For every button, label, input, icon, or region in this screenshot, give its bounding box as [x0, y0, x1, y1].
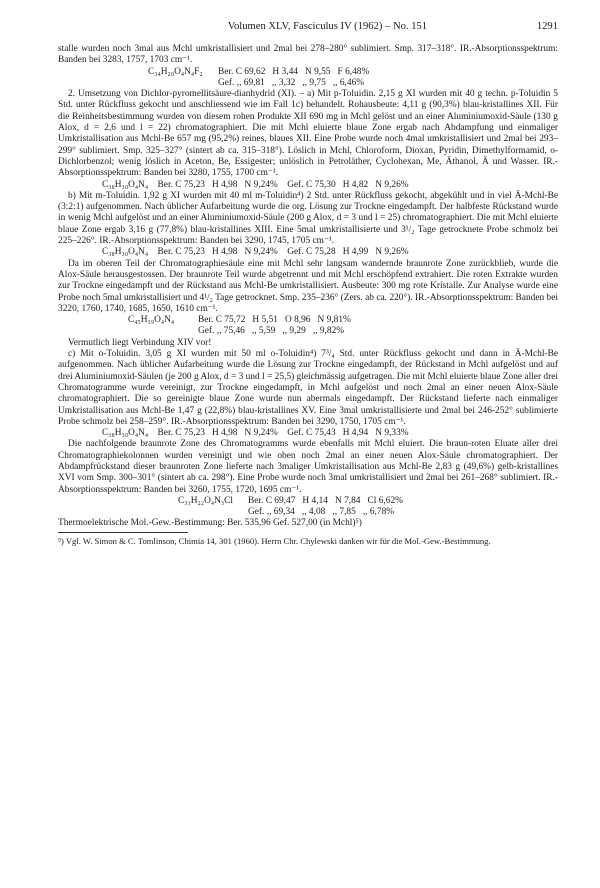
analysis-formula-6 — [58, 496, 558, 519]
page-header — [58, 20, 558, 34]
formula-found: Gef. ,, 69,81 ,, 3,32 ,, 9,75 ,, 6,46% — [218, 77, 365, 88]
paragraph-5: Vermutlich liegt Verbindung XIV vor! — [68, 337, 212, 348]
analysis-formula-1 — [58, 67, 558, 90]
analysis-formula-5: C₃₈H₃₀O₄N₄ Ber. C 75,23 H 4,98 N 9,24% Gef. C 75,43 H 4,94 N 9,33% — [102, 428, 409, 439]
formula-found: Gef. ,, 69,34 ,, 4,08 ,, 7,85 ,, 6,78% — [248, 507, 395, 518]
analysis-formula-4 — [58, 315, 558, 338]
page-number: 1291 — [536, 21, 558, 32]
formula-calculated: Ber. C 69,47 H 4,14 N 7,84 Cl 6,62% — [248, 495, 403, 506]
paragraph-4: Da im oberen Teil der Chromatographiesäule eine mit Mchl sehr langsam wandernde braunrote Zone zurückblieb, wurde die Alox-Säule herausgestossen. Der braunrote Teil wurde abgetrennt und mit Mchl erschöpfend extrahiert. Die roten Extrakte wurden zur Trockne eingedampft und der Rückstand aus Mchl-Be umkristallisiert. Ausbeute: 300 mg rote Kristalle. Zur Analyse wurde eine Probe noch 5mal umkristallisiert und 4¹/₂ Tage getrocknet. Smp. 235–236° (Zers. ab ca. 220°). IR.-Absorptionsspektrum: Banden bei 3220, 1760, 1740, 1685, 1650, 1610 cm⁻¹. — [58, 258, 558, 314]
footnote: ⁵) Vgl. W. Simon & C. Tomlinson, Chimia 14, 301 (1960). Herrn Chr. Chylewski danken wir für die Mol.-Gew.-Bestimmung. — [58, 535, 491, 546]
formula-calculated: Ber. C 69,62 H 3,44 N 9,55 F 6,48% — [218, 66, 370, 77]
paragraph-6: c) Mit o-Toluidin. 3,05 g XI wurden mit 50 ml o-Toluidin⁴) 7³/₄ Std. unter Rückfluss gekocht und dann in Ä-Mchl-Be aufgenommen. Nach üblicher Aufarbeitung wurde die Lösung zur Trockne eingedampft, der Rückstand in Mchl aufgelöst und auf drei Aluminiumoxid-Säulen (je 200 g Alox, d = 3 und l = 25,5) gleichmässig aufgetragen. Die mit Mchl eluierte blaue Zone aller drei Chromatogramme wurde vereinigt, zur Trockne eingedampft, in Mchl aufgelöst und noch 2mal an einer neuen Alox-Säule chromatographiert. Die so gereinigte blaue Zone wurde nun abermals eingedampft. Der Rückstand lieferte nach einmaliger Umkristallisation aus Mchl-Be 1,47 g (22,8%) blau-kristallines XV. Eine 3mal umkristallisierte und 2mal bei 246-252° sublimierte Probe schmolz bei 258–259°. IR.-Absorptionsspektrum: Banden bei 3290, 1750, 1705 cm⁻¹. — [58, 349, 558, 427]
analysis-formula-2: C₃₈H₃₀O₄N₄ Ber. C 75,23 H 4,98 N 9,24% Gef. C 75,30 H 4,82 N 9,26% — [102, 179, 409, 190]
analysis-formula-3: C₃₈H₃₀O₄N₄ Ber. C 75,23 H 4,98 N 9,24% Gef. C 75,28 H 4,99 N 9,26% — [102, 247, 409, 258]
running-title: Volumen XLV, Fasciculus IV (1962) – No. 151 — [227, 21, 428, 32]
formula-name: C₃₁H₂₂O₄N₃Cl — [178, 495, 234, 506]
formula-name: C₄₅H₃₉O₄N₄ — [128, 315, 175, 326]
formula-found: Gef. ,, 75,46 ,, 5,59 ,, 9,29 ,, 9,82% — [198, 326, 345, 337]
paragraph-8: Thermoelektrische Mol.-Gew.-Bestimmung: Ber. 535,96 Gef. 527,00 (in Mchl)⁵) — [58, 518, 362, 529]
footnote-divider — [58, 532, 188, 533]
paragraph-7: Die nachfolgende braunrote Zone des Chromatogramms wurde ebenfalls mit Mchl eluiert. Die braun-roten Eluate aller drei Chromatographiekolonnen wurden vereinigt und wie oben noch 2mal an einer neuen Alox-Säule chromatographiert. Der Abdampfrückstand dieser braunroten Zone lieferte nach 3maliger Umkristallisation aus Mchl-Be 2,83 g (49,6%) gelb-kristallines XVI vom Smp. 300–301° (sintert ab ca. 298°). Eine Probe wurde noch 3mal umkristallisiert und 2mal bei 261–268° sublimiert. IR.-Absorptionsspektrum: Banden bei 3260, 1755, 1720, 1695 cm⁻¹. — [58, 439, 558, 495]
formula-calculated: Ber. C 75,72 H 5,51 O 8,96 N 9,81% — [198, 315, 351, 326]
paragraph-1: stalle wurden noch 3mal aus Mchl umkristallisiert und 2mal bei 278–280° sublimiert. Smp. 317–318°. IR.-Absorptionsspektrum: Banden bei 3283, 1757, 1703 cm⁻¹. — [58, 44, 558, 66]
paragraph-3: b) Mit m-Toluidin. 1,92 g XI wurden mit 40 ml m-Toluidin⁴) 2 Std. unter Rückfluss gekocht, abgekühlt und in viel Ä-Mchl-Be (3:2:1) aufgenommen. Nach üblicher Aufarbeitung wurde die org. Lösung zur Trockne eingedampft. Der halbfeste Rückstand wurde in wenig Mchl aufgelöst und an einer Aluminiumoxid-Säule (200 g Alox, d = 3 und l = 25) chromatographiert. Die mit Mchl eluierte blaue Zone ergab 3,16 g (77,8%) blau-kristallines XIII. Eine 5mal umkristallisierte und 3¹/₂ Tage getrocknete Probe schmolz bei 225–226°. IR.-Absorptionsspektrum: Banden bei 3290, 1745, 1705 cm⁻¹. — [58, 190, 558, 247]
paragraph-2: 2. Umsetzung von Dichlor-pyromellitsäure-dianhydrid (XI). – a) Mit p-Toluidin. 2,15 g XI wurden mit 40 g techn. p-Toluidin 5 Std. unter Rückfluss gekocht und anschliessend wie im Fall 1c) behandelt. Rohausbeute: 4,11 g (90,3%) blau-kristallines XII. Für die Reinheitsbestimmung wurden von diesem rohen Produkte XII 690 mg in Mchl gelöst und an einer Aluminiumoxid-Säule (130 g Alox, d = 2,6 und l = 22) chromatographiert. Die mit Mchl eluierte blaue Zone ergab nach Abdampfung und einmaliger Umkristallisation aus Mchl-Be 657 mg (95,2%) reines, blaues XII. Eine Probe wurde noch 4mal umkristallisiert und 2mal bei 293–299° sublimiert. Smp. 325–327° (sintert ab ca. 315–318°). Löslich in Mchl, Chloroform, Dioxan, Pyridin, Dimethylformamid, o-Dichlorbenzol; wenig löslich in Aceton, Be, Essigester; unlöslich in Petroläther, Cyclohexan, Me, Äthanol, Ä und Wasser. IR.-Absorptionsspektrum: Banden bei 3280, 1755, 1700 cm⁻¹. — [58, 89, 558, 179]
formula-name: C₃₄H₂₀O₄N₄F₂ — [148, 66, 203, 77]
